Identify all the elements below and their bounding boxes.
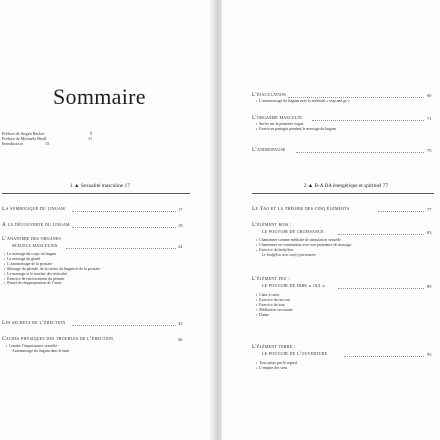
entry-tao-page: 77 xyxy=(427,207,432,212)
leader-dots xyxy=(288,97,424,98)
entry-andropause-page: 75 xyxy=(427,148,432,153)
entry-secrets: Les secrets de l’érection xyxy=(2,320,66,326)
introduction-page: 15 xyxy=(45,141,50,146)
list-item: ▪ Tous passe par le regard xyxy=(256,361,297,366)
entry-causes-page: 36 xyxy=(178,337,183,342)
entry-bois: L’élément bois : xyxy=(252,222,292,228)
list-item: ▪ Exercice du oui-oui xyxy=(256,298,293,303)
page-title: Sommaire xyxy=(53,84,146,109)
list-item: ▪ Exercice de renforcement du périnée xyxy=(4,277,100,282)
entry-anatomie-cont: sexuels masculins xyxy=(12,243,58,249)
list-item: ▪ Chantonner en communion avec son partenaire de massage xyxy=(256,243,351,248)
ejaculation-list xyxy=(256,99,350,104)
entry-anatomie-page: 24 xyxy=(178,244,183,249)
entry-bois-cont: le pouvoir de croissance xyxy=(262,229,324,235)
entry-terre-page: 95 xyxy=(427,352,432,357)
list-item: ▪ L’empire des sens xyxy=(256,366,297,371)
list-item: ▪ Cœur à cœur xyxy=(256,293,293,298)
entry-orgasme: L’orgasme masculin xyxy=(252,115,302,121)
entry-symbolique-page: 17 xyxy=(178,207,183,212)
list-item: ▪ Rituel de réappropriation de l’anus xyxy=(4,281,100,286)
introduction: Introduction xyxy=(2,141,23,146)
right-page xyxy=(222,0,440,440)
list-item: ▪ L’automassage de la prostate xyxy=(4,262,100,267)
list-item: ▪ Danse xyxy=(256,313,293,318)
leader-dots xyxy=(296,152,424,153)
terre-list xyxy=(256,361,297,371)
section-heading-2: 2 ▲ B-A BA énergétique et spirituel 77 xyxy=(303,183,389,189)
leader-dots xyxy=(72,227,176,228)
entry-orgasme-page: 71 xyxy=(427,116,432,121)
list-item: ▪ Le massage du corps du lingam xyxy=(4,252,100,257)
preface-riedl-page: 11 xyxy=(88,136,93,141)
list-item: ▪ L’automassage du lingam avec la méthode « stop and go » xyxy=(256,99,350,104)
list-item: ▪ Surfer sur la première vague xyxy=(256,122,336,127)
preface-becker-page: 9 xyxy=(90,131,93,136)
entry-secrets-page: 33 xyxy=(178,321,183,326)
list-item: ▪ Exercice du bodyflow xyxy=(256,248,351,253)
leader-dots xyxy=(338,288,424,289)
section-rule xyxy=(252,193,434,194)
section-rule xyxy=(2,193,190,194)
list-item: Le bodyflow avec un(e) partenaire xyxy=(262,252,316,257)
entry-andropause: L’andropause xyxy=(252,147,286,153)
leader-dots xyxy=(378,211,424,212)
entry-tao: Le Tao et la théorie des cinq éléments xyxy=(252,206,350,212)
left-page xyxy=(0,0,214,440)
list-item: ▪ Chantonner comme méthode de stimulation sexuelle xyxy=(256,238,351,243)
entry-feu: L’élément feu : xyxy=(252,276,291,282)
leader-dots xyxy=(66,248,176,249)
preface-becker: Préface de Jürgen Becker xyxy=(2,131,45,136)
list-item: ▪ Méditation secouante xyxy=(256,308,293,313)
entry-symbolique: La symbolique du lingam xyxy=(2,206,65,212)
leader-dots xyxy=(338,234,424,235)
leader-dots xyxy=(72,325,176,326)
entry-ejaculation: L’éjaculation xyxy=(252,92,287,98)
list-item: ▪ Le massage du gland xyxy=(4,257,100,262)
list-item: ▪ Exercices partagés pendant le massage du lingam xyxy=(256,127,336,132)
list-item: ▪ Exercice du tout xyxy=(256,303,293,308)
entry-bois-page: 83 xyxy=(427,230,432,235)
entry-feu-cont: le pouvoir de dire « oui » xyxy=(262,283,326,289)
section-heading-1: 1 ▲ Sexualité masculine 17 xyxy=(70,183,130,189)
entry-terre-cont: le pouvoir de l’ouverture xyxy=(262,351,328,357)
entry-decouverte-page: 19 xyxy=(178,223,183,228)
list-item: Automassage du lingam dans le bain xyxy=(12,348,70,353)
entry-ejaculation-page: 60 xyxy=(427,93,432,98)
entry-anatomie: L’anatomie des organes xyxy=(2,236,61,242)
leader-dots xyxy=(344,356,424,357)
list-item: ▪ Le massage et le toucher des testicules xyxy=(4,272,100,277)
feu-list xyxy=(256,293,293,318)
entry-terre: L’élément terre : xyxy=(252,344,296,350)
list-item: ▪ Massage du périnée, de la racine du lingam et de la prostate xyxy=(4,267,100,272)
anatomie-list xyxy=(4,252,100,286)
orgasme-list xyxy=(256,122,336,132)
causes-list xyxy=(6,344,69,354)
bois-list xyxy=(256,238,351,258)
entry-feu-page: 89 xyxy=(427,284,432,289)
leader-dots xyxy=(72,211,176,212)
entry-decouverte: À la découverte du lingam xyxy=(2,222,70,228)
entry-causes: Causes physiques des troubles de l’érection xyxy=(2,336,114,342)
preface-riedl: Préface de Michaela Riedl xyxy=(2,136,47,141)
leader-dots xyxy=(312,120,424,121)
list-item: ▪ Limiter l’impuissance sexuelle : xyxy=(6,344,69,349)
